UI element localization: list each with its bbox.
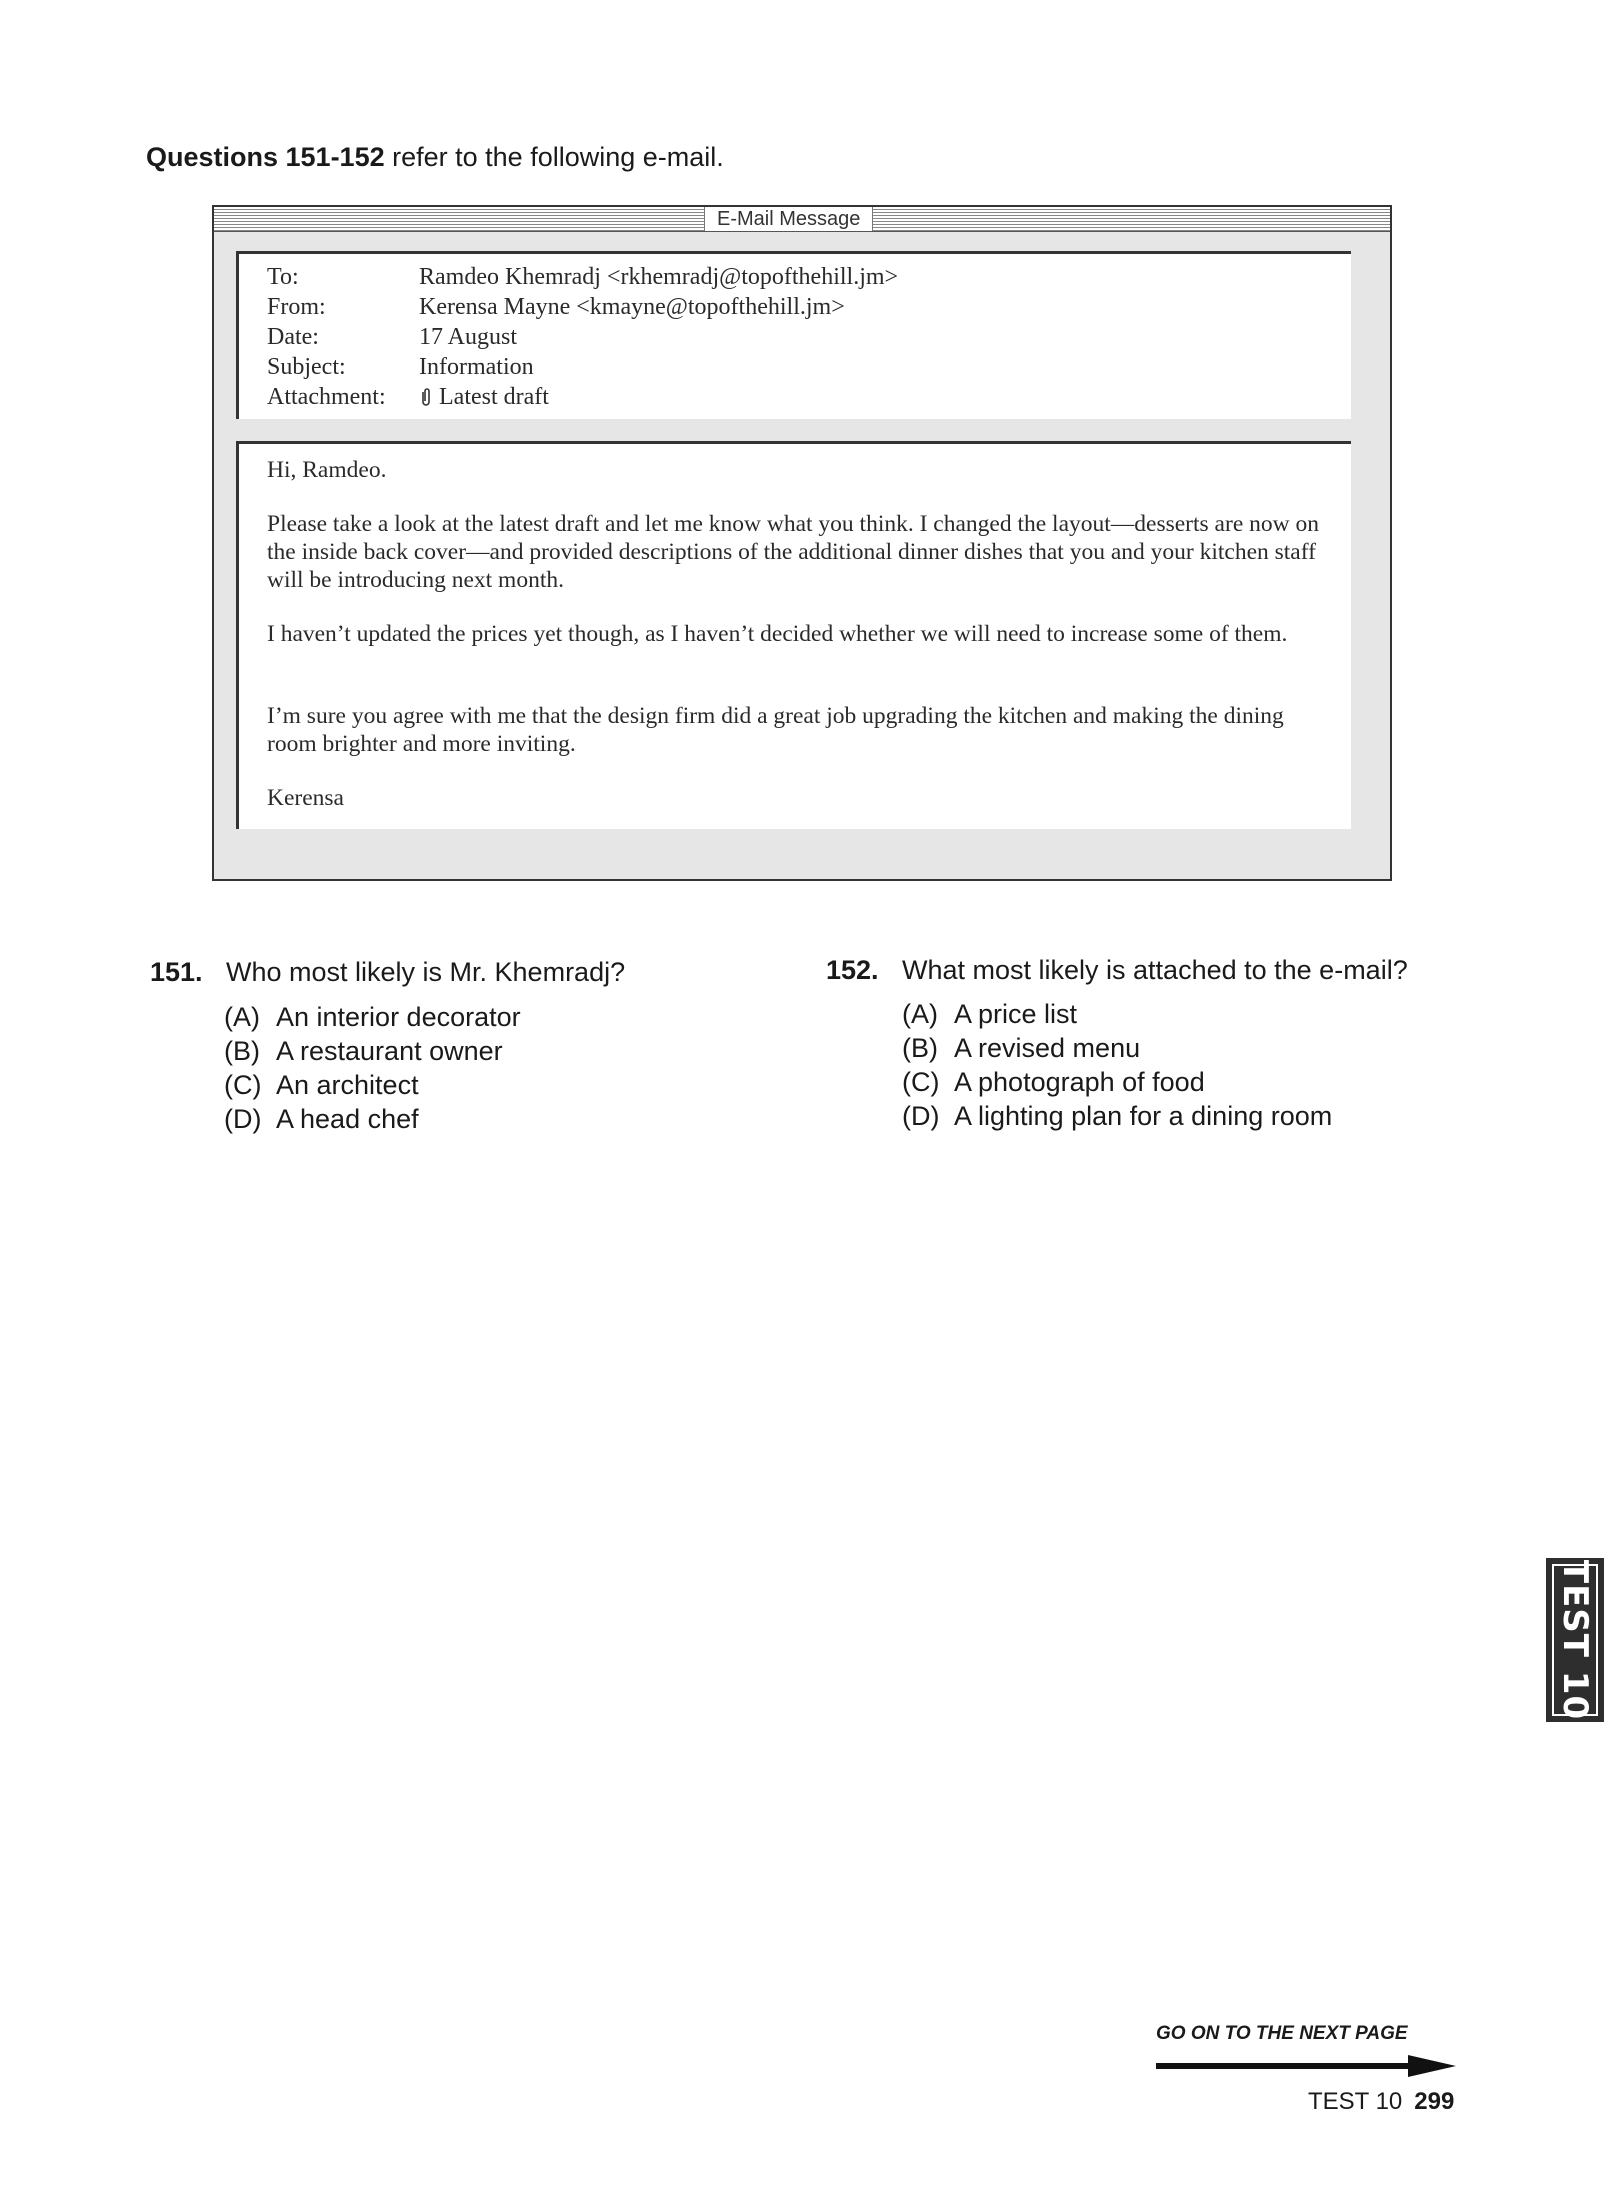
choice-151-a[interactable]: (A) An interior decorator	[224, 1002, 521, 1032]
email-greeting: Hi, Ramdeo.	[267, 457, 387, 483]
choice-152-a[interactable]: (A) A price list	[902, 999, 1078, 1029]
email-paragraph-1: Please take a look at the latest draft and let me know what you think. I changed the layout—desserts are now on the inside back cover—and provided descriptions of the additional dinner dishes that you and your kitchen staff will be introducing next month.	[267, 511, 1319, 593]
footer-test-label: TEST 10	[1308, 2088, 1403, 2115]
date-row	[267, 322, 517, 352]
question-text: What most likely is attached to the e-mail?	[902, 955, 1408, 985]
question-text: Who most likely is Mr. Khemradj?	[226, 957, 626, 987]
date-label: Date:	[267, 324, 319, 350]
attachment-label: Attachment:	[267, 384, 386, 410]
question-151	[150, 957, 625, 988]
email-signature: Kerensa	[267, 785, 344, 811]
choice-152-d[interactable]: (D) A lighting plan for a dining room	[902, 1101, 1333, 1131]
question-152	[826, 955, 1408, 986]
attachment-row	[267, 382, 549, 412]
subject-row	[267, 352, 534, 382]
attachment-value[interactable]	[419, 382, 549, 412]
question-number: 151.	[150, 957, 203, 987]
to-row	[267, 262, 898, 292]
choice-152-b[interactable]: (B) A revised menu	[902, 1033, 1141, 1063]
header-text: refer to the following e-mail.	[384, 142, 724, 172]
subject-label: Subject:	[267, 354, 346, 380]
page-number: 299	[1414, 2088, 1455, 2115]
choices-152	[902, 997, 1332, 1133]
choice-152-c[interactable]: (C) A photograph of food	[902, 1067, 1205, 1097]
passage-header	[146, 142, 724, 173]
email-titlebar	[214, 207, 1390, 232]
email-paragraph-2: I haven’t updated the prices yet though, as I haven’t decided whether we will need to increase some of them.	[267, 621, 1288, 647]
test-side-tab	[1546, 1558, 1604, 1722]
side-tab-label: TEST 10	[1555, 1559, 1595, 1721]
right-arrow-icon	[1156, 2052, 1456, 2078]
question-range: Questions 151-152	[146, 142, 385, 172]
attachment-name: Latest draft	[439, 384, 549, 410]
email-window-title: E-Mail Message	[704, 207, 873, 231]
choice-151-c[interactable]: (C) An architect	[224, 1070, 419, 1100]
question-number: 152.	[826, 955, 879, 985]
go-on-text: GO ON TO THE NEXT PAGE	[1156, 2023, 1408, 2044]
email-paragraph-3: I’m sure you agree with me that the design firm did a great job upgrading the kitchen and making the dining room brighter and more inviting.	[267, 703, 1284, 757]
choices-151	[224, 1000, 521, 1136]
choice-151-b[interactable]: (B) A restaurant owner	[224, 1036, 503, 1066]
choice-151-d[interactable]: (D) A head chef	[224, 1104, 419, 1134]
email-window	[212, 205, 1392, 881]
paperclip-icon	[419, 387, 433, 407]
from-row	[267, 292, 845, 322]
email-body-panel	[236, 441, 1351, 829]
date-value: 17 August	[419, 324, 518, 350]
page-footer	[1308, 2088, 1454, 2116]
to-label: To:	[267, 264, 299, 290]
email-headers-panel	[236, 251, 1351, 419]
subject-value: Information	[419, 354, 534, 380]
to-value: Ramdeo Khemradj <rkhemradj@topofthehill.jm>	[419, 264, 899, 290]
from-label: From:	[267, 294, 326, 320]
from-value: Kerensa Mayne <kmayne@topofthehill.jm>	[419, 294, 845, 320]
